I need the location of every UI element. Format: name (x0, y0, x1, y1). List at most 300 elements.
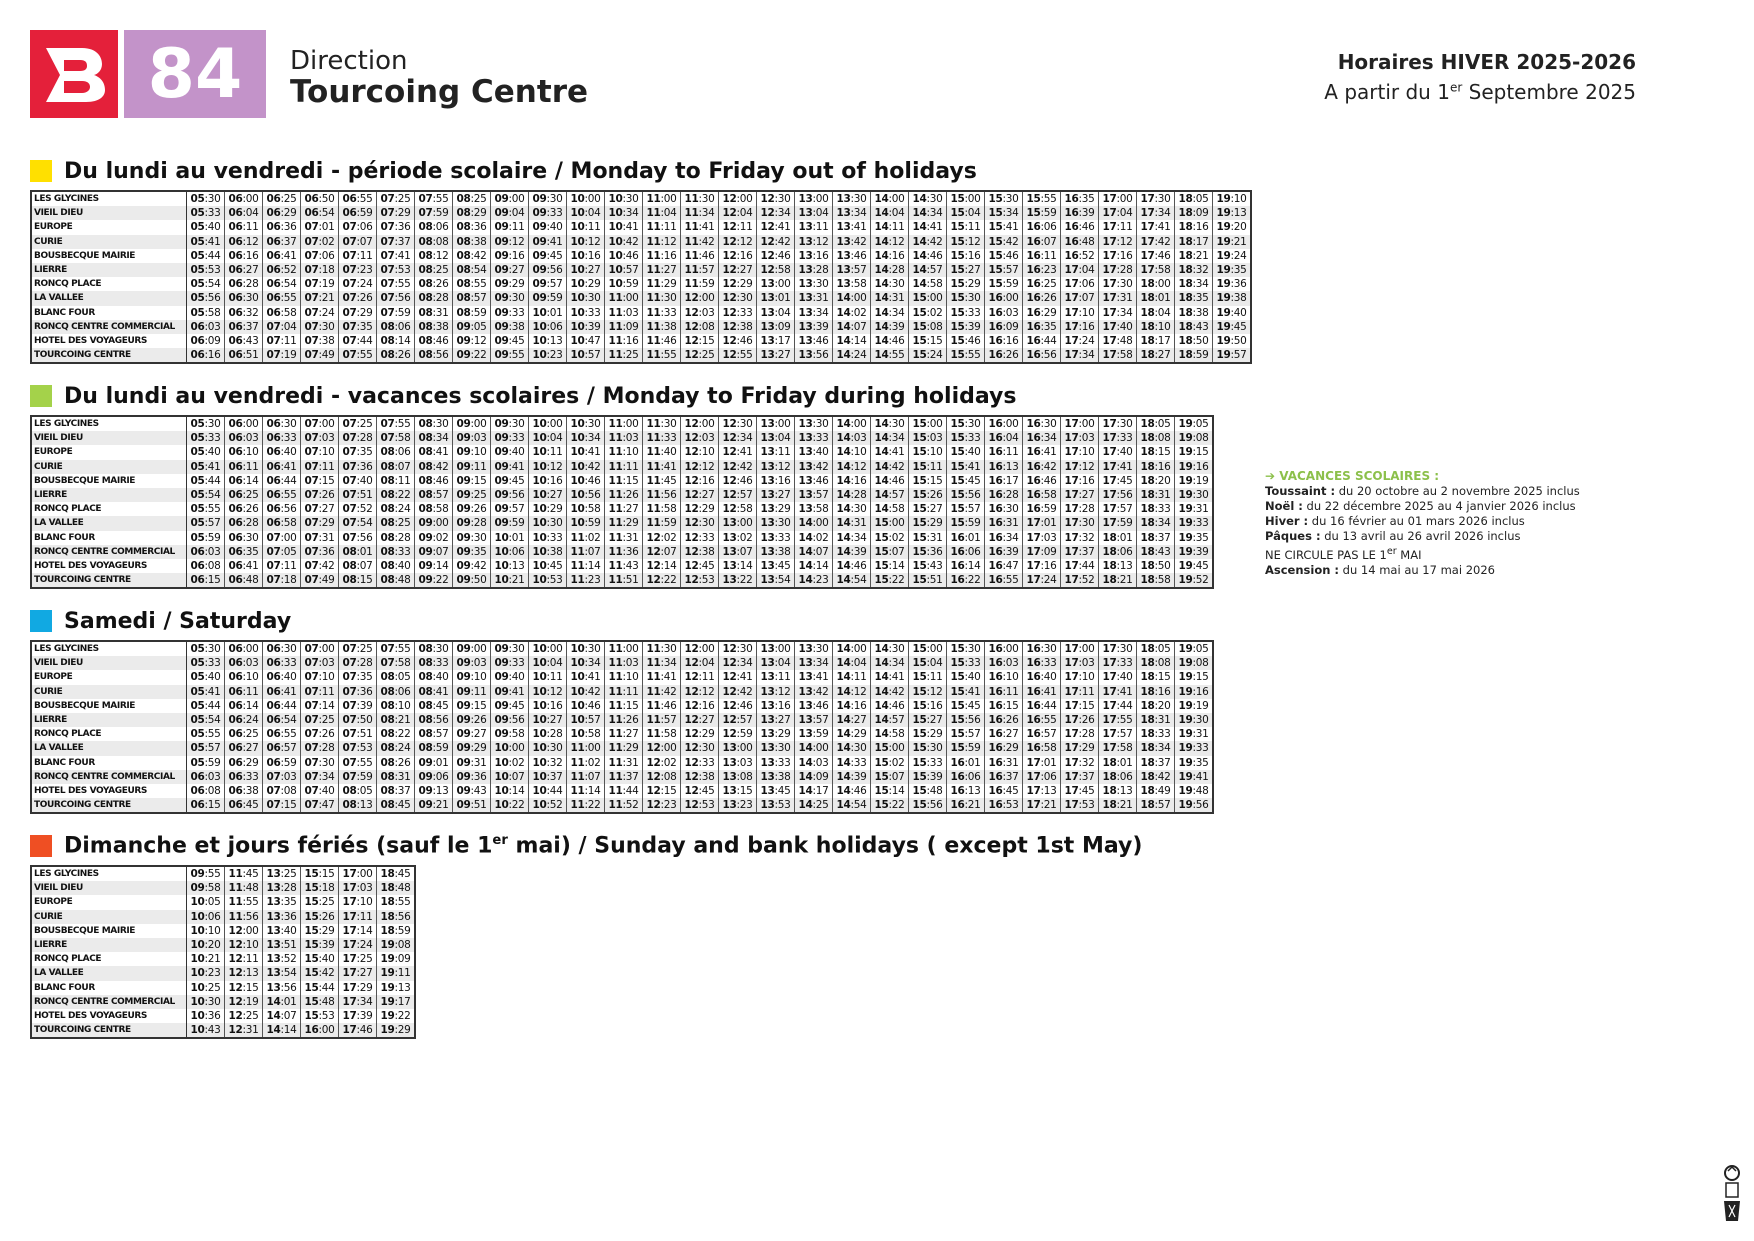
departure-time: 11:16 (605, 334, 643, 348)
departure-time: 14:41 (909, 220, 947, 234)
departure-time: 15:46 (985, 249, 1023, 263)
may-first-note (1265, 544, 1580, 563)
departure-time: 17:41 (1099, 460, 1137, 474)
departure-time: 17:11 (1061, 685, 1099, 699)
departure-time: 14:58 (871, 502, 909, 516)
departure-time: 08:59 (453, 306, 491, 320)
stop-name: BLANC FOUR (31, 981, 187, 995)
departure-time: 09:10 (453, 445, 491, 459)
stop-name: LES GLYCINES (31, 191, 187, 206)
departure-time: 13:41 (833, 220, 871, 234)
departure-time: 13:40 (795, 445, 833, 459)
departure-time: 12:53 (681, 573, 719, 588)
departure-time: 17:03 (1061, 656, 1099, 670)
departure-time: 17:06 (1061, 277, 1099, 291)
departure-time: 10:46 (567, 699, 605, 713)
departure-time: 19:41 (1175, 770, 1214, 784)
departure-time: 12:53 (681, 798, 719, 813)
departure-time: 16:29 (1023, 306, 1061, 320)
departure-time: 08:58 (415, 502, 453, 516)
departure-time: 07:36 (377, 220, 415, 234)
departure-time: 17:34 (1137, 206, 1175, 220)
departure-time: 11:30 (681, 191, 719, 206)
arrow-right-icon: ➔ (1265, 469, 1280, 483)
departure-time: 15:57 (947, 502, 985, 516)
departure-time: 13:56 (263, 981, 301, 995)
departure-time: 15:25 (301, 895, 339, 909)
departure-time: 14:12 (833, 685, 871, 699)
departure-time: 18:34 (1137, 741, 1175, 755)
departure-time: 11:51 (605, 573, 643, 588)
timetable (30, 190, 1252, 364)
departure-time: 11:59 (643, 516, 681, 530)
departure-time: 16:26 (985, 713, 1023, 727)
departure-time: 17:55 (1099, 713, 1137, 727)
stop-name: BLANC FOUR (31, 756, 187, 770)
departure-time: 11:31 (605, 531, 643, 545)
holiday-label: Hiver : (1265, 514, 1309, 528)
departure-time: 18:05 (1175, 191, 1213, 206)
departure-time: 09:29 (453, 741, 491, 755)
departure-time: 09:10 (453, 670, 491, 684)
departure-time: 14:46 (909, 249, 947, 263)
departure-time: 16:10 (985, 670, 1023, 684)
departure-time: 06:35 (225, 545, 263, 559)
stop-name: TOURCOING CENTRE (31, 348, 187, 363)
departure-time: 15:45 (947, 699, 985, 713)
departure-time: 08:26 (415, 277, 453, 291)
departure-time: 12:00 (643, 741, 681, 755)
departure-time: 07:00 (301, 641, 339, 656)
departure-time: 12:27 (681, 713, 719, 727)
departure-time: 16:00 (985, 641, 1023, 656)
departure-time: 10:00 (529, 416, 567, 431)
valid-from-prefix: A partir du 1 (1324, 80, 1450, 104)
departure-time: 16:11 (985, 445, 1023, 459)
departure-time: 19:39 (1175, 545, 1214, 559)
section-title: Du lundi au vendredi - période scolaire / Monday to Friday out of holidays (64, 158, 977, 184)
departure-time: 08:42 (453, 249, 491, 263)
departure-time: 06:03 (187, 320, 225, 334)
departure-time: 17:00 (1099, 191, 1137, 206)
stop-name: EUROPE (31, 445, 187, 459)
departure-time: 14:30 (871, 416, 909, 431)
departure-time: 17:58 (1099, 741, 1137, 755)
departure-time: 06:15 (187, 573, 225, 588)
departure-time: 11:41 (643, 460, 681, 474)
departure-time: 18:01 (1099, 531, 1137, 545)
departure-time: 05:41 (187, 235, 225, 249)
departure-time: 09:42 (453, 559, 491, 573)
may-note-suffix: MAI (1396, 547, 1422, 562)
departure-time: 19:19 (1175, 474, 1214, 488)
departure-time: 16:25 (1023, 277, 1061, 291)
departure-time: 10:21 (491, 573, 529, 588)
departure-time: 18:16 (1137, 460, 1175, 474)
departure-time: 14:55 (871, 348, 909, 363)
departure-time: 17:32 (1061, 531, 1099, 545)
departure-time: 09:12 (453, 334, 491, 348)
departure-time: 05:57 (187, 516, 225, 530)
stop-name: HOTEL DES VOYAGEURS (31, 1009, 187, 1023)
departure-time: 07:11 (263, 334, 301, 348)
departure-time: 12:08 (681, 320, 719, 334)
departure-time: 13:58 (795, 502, 833, 516)
departure-time: 11:55 (643, 348, 681, 363)
departure-time: 15:22 (871, 573, 909, 588)
stop-name: LIERRE (31, 488, 187, 502)
stop-row (31, 474, 1213, 488)
departure-time: 16:13 (947, 784, 985, 798)
may-note-sup: er (1386, 546, 1397, 557)
departure-time: 07:59 (377, 306, 415, 320)
departure-time: 08:12 (415, 249, 453, 263)
departure-time: 09:15 (453, 474, 491, 488)
stop-row (31, 741, 1213, 755)
section-saturday (30, 608, 1214, 814)
departure-time: 07:36 (339, 460, 377, 474)
departure-time: 08:25 (453, 191, 491, 206)
departure-time: 18:33 (1137, 727, 1175, 741)
departure-time: 13:12 (757, 685, 795, 699)
departure-time: 08:36 (453, 220, 491, 234)
stop-row (31, 220, 1251, 234)
departure-time: 18:57 (1137, 798, 1175, 813)
departure-time: 15:30 (947, 291, 985, 305)
stop-name: EUROPE (31, 220, 187, 234)
departure-time: 17:27 (339, 966, 377, 980)
departure-time: 13:11 (795, 220, 833, 234)
departure-time: 09:11 (453, 460, 491, 474)
departure-time: 13:30 (833, 191, 871, 206)
departure-time: 13:16 (757, 474, 795, 488)
departure-time: 17:28 (1061, 727, 1099, 741)
departure-time: 10:42 (567, 460, 605, 474)
holiday-item (1265, 529, 1580, 544)
departure-time: 16:17 (985, 474, 1023, 488)
departure-time: 07:15 (263, 798, 301, 813)
departure-time: 17:34 (1061, 348, 1099, 363)
stop-name: RONCQ PLACE (31, 277, 187, 291)
departure-time: 08:55 (453, 277, 491, 291)
departure-time: 08:26 (377, 348, 415, 363)
departure-time: 10:22 (491, 798, 529, 813)
departure-time: 13:04 (757, 656, 795, 670)
departure-time: 10:33 (567, 306, 605, 320)
departure-time: 06:40 (263, 670, 301, 684)
departure-time: 07:55 (377, 277, 415, 291)
departure-time: 05:33 (187, 206, 225, 220)
stop-name: LES GLYCINES (31, 866, 187, 881)
departure-time: 15:15 (909, 334, 947, 348)
departure-time: 13:02 (719, 531, 757, 545)
departure-time: 07:35 (339, 445, 377, 459)
departure-time: 06:38 (225, 784, 263, 798)
departure-time: 13:42 (833, 235, 871, 249)
departure-time: 06:44 (263, 474, 301, 488)
departure-time: 10:32 (529, 756, 567, 770)
departure-time: 15:56 (909, 798, 947, 813)
departure-time: 08:10 (377, 699, 415, 713)
departure-time: 07:19 (301, 277, 339, 291)
departure-time: 11:16 (643, 249, 681, 263)
departure-time: 07:26 (301, 727, 339, 741)
departure-time: 08:31 (415, 306, 453, 320)
departure-time: 17:14 (339, 924, 377, 938)
departure-time: 19:08 (1175, 656, 1214, 670)
departure-time: 11:00 (605, 416, 643, 431)
departure-time: 12:13 (225, 966, 263, 980)
departure-time: 19:40 (1213, 306, 1252, 320)
departure-time: 15:59 (947, 741, 985, 755)
stop-name: RONCQ PLACE (31, 952, 187, 966)
stop-row (31, 249, 1251, 263)
departure-time: 08:05 (339, 784, 377, 798)
holiday-label: Noël : (1265, 499, 1303, 513)
departure-time: 06:54 (263, 277, 301, 291)
valid-from-suffix: Septembre 2025 (1462, 80, 1636, 104)
departure-time: 13:54 (757, 573, 795, 588)
departure-time: 07:01 (301, 220, 339, 234)
stop-row (31, 685, 1213, 699)
departure-time: 16:27 (985, 727, 1023, 741)
departure-time: 18:27 (1137, 348, 1175, 363)
departure-time: 15:00 (909, 291, 947, 305)
departure-time: 12:12 (719, 235, 757, 249)
departure-time: 18:37 (1137, 531, 1175, 545)
departure-time: 10:30 (605, 191, 643, 206)
departure-time: 17:28 (1099, 263, 1137, 277)
departure-time: 17:48 (1099, 334, 1137, 348)
departure-time: 10:38 (529, 545, 567, 559)
departure-time: 13:04 (757, 306, 795, 320)
departure-time: 13:33 (795, 431, 833, 445)
departure-time: 12:57 (719, 488, 757, 502)
departure-time: 11:29 (605, 516, 643, 530)
departure-time: 06:09 (187, 334, 225, 348)
departure-time: 10:59 (605, 277, 643, 291)
stop-name: VIEIL DIEU (31, 431, 187, 445)
departure-time: 13:03 (719, 756, 757, 770)
departure-time: 16:57 (1023, 727, 1061, 741)
departure-time: 12:16 (681, 474, 719, 488)
departure-time: 12:29 (681, 502, 719, 516)
departure-time: 10:23 (187, 966, 225, 980)
departure-time: 07:29 (339, 306, 377, 320)
departure-time: 07:25 (301, 713, 339, 727)
departure-time: 17:58 (1099, 348, 1137, 363)
departure-time: 18:34 (1175, 277, 1213, 291)
departure-time: 08:54 (453, 263, 491, 277)
departure-time: 13:11 (757, 445, 795, 459)
departure-time: 10:58 (567, 727, 605, 741)
departure-time: 14:39 (833, 770, 871, 784)
departure-time: 10:16 (529, 699, 567, 713)
departure-time: 07:29 (377, 206, 415, 220)
departure-time: 16:37 (985, 770, 1023, 784)
departure-time: 16:35 (1023, 320, 1061, 334)
departure-time: 11:09 (605, 320, 643, 334)
departure-time: 07:50 (339, 713, 377, 727)
departure-time: 07:49 (301, 573, 339, 588)
departure-time: 18:50 (1137, 559, 1175, 573)
departure-time: 14:30 (871, 641, 909, 656)
departure-time: 08:28 (415, 291, 453, 305)
departure-time: 06:25 (263, 191, 301, 206)
departure-time: 13:42 (795, 460, 833, 474)
departure-time: 09:59 (491, 516, 529, 530)
departure-time: 08:05 (377, 670, 415, 684)
departure-time: 09:36 (453, 770, 491, 784)
departure-time: 12:03 (681, 431, 719, 445)
departure-time: 11:43 (605, 559, 643, 573)
departure-time: 16:39 (1061, 206, 1099, 220)
departure-time: 17:44 (1061, 559, 1099, 573)
departure-time: 09:41 (491, 460, 529, 474)
departure-time: 12:27 (719, 263, 757, 277)
holiday-dates: du 22 décembre 2025 au 4 janvier 2026 inclus (1302, 499, 1576, 513)
departure-time: 08:33 (415, 656, 453, 670)
departure-time: 11:12 (643, 235, 681, 249)
departure-time: 06:30 (225, 531, 263, 545)
departure-time: 17:34 (339, 995, 377, 1009)
departure-time: 11:11 (605, 685, 643, 699)
departure-time: 09:00 (453, 641, 491, 656)
departure-time: 16:14 (947, 559, 985, 573)
departure-time: 17:03 (1061, 431, 1099, 445)
holiday-dates: du 13 avril au 26 avril 2026 inclus (1320, 529, 1521, 543)
departure-time: 12:30 (719, 641, 757, 656)
departure-time: 09:30 (491, 641, 529, 656)
departure-time: 06:33 (225, 770, 263, 784)
departure-time: 07:47 (301, 798, 339, 813)
departure-time: 07:53 (339, 741, 377, 755)
departure-time: 15:29 (909, 516, 947, 530)
departure-time: 16:03 (985, 656, 1023, 670)
departure-time: 09:26 (453, 502, 491, 516)
departure-time: 17:42 (1137, 235, 1175, 249)
departure-time: 17:04 (1099, 206, 1137, 220)
departure-time: 11:11 (643, 220, 681, 234)
departure-time: 07:41 (377, 249, 415, 263)
departure-time: 10:30 (567, 416, 605, 431)
departure-time: 07:25 (377, 191, 415, 206)
departure-time: 18:48 (377, 881, 416, 895)
departure-time: 13:34 (795, 656, 833, 670)
departure-time: 16:16 (985, 334, 1023, 348)
departure-time: 13:56 (795, 348, 833, 363)
stop-row (31, 670, 1213, 684)
stop-row (31, 1009, 415, 1023)
departure-time: 12:03 (681, 306, 719, 320)
departure-time: 15:08 (909, 320, 947, 334)
departure-time: 13:07 (719, 545, 757, 559)
departure-time: 16:07 (1023, 235, 1061, 249)
departure-time: 16:06 (1023, 220, 1061, 234)
departure-time: 12:30 (681, 741, 719, 755)
departure-time: 12:46 (719, 334, 757, 348)
departure-time: 13:46 (795, 474, 833, 488)
departure-time: 08:13 (339, 798, 377, 813)
departure-time: 06:55 (263, 727, 301, 741)
departure-time: 13:52 (263, 952, 301, 966)
departure-time: 18:17 (1137, 334, 1175, 348)
stop-name: EUROPE (31, 670, 187, 684)
departure-time: 08:24 (377, 741, 415, 755)
departure-time: 09:21 (415, 798, 453, 813)
departure-time: 12:30 (719, 416, 757, 431)
departure-time: 16:48 (1061, 235, 1099, 249)
departure-time: 15:00 (947, 191, 985, 206)
departure-time: 09:22 (415, 573, 453, 588)
departure-time: 10:57 (567, 713, 605, 727)
departure-time: 07:00 (263, 531, 301, 545)
departure-time: 07:21 (301, 291, 339, 305)
departure-time: 15:10 (909, 445, 947, 459)
departure-time: 07:03 (301, 431, 339, 445)
departure-time: 09:45 (491, 474, 529, 488)
departure-time: 18:08 (1137, 431, 1175, 445)
departure-time: 18:38 (1175, 306, 1213, 320)
stop-row (31, 334, 1251, 348)
departure-time: 06:33 (263, 656, 301, 670)
departure-time: 10:36 (187, 1009, 225, 1023)
departure-time: 06:11 (225, 460, 263, 474)
section-holiday-period (30, 383, 1214, 589)
departure-time: 16:22 (947, 573, 985, 588)
departure-time: 05:30 (187, 416, 225, 431)
departure-time: 09:40 (491, 670, 529, 684)
departure-time: 13:16 (795, 249, 833, 263)
departure-time: 08:48 (377, 573, 415, 588)
departure-time: 10:13 (529, 334, 567, 348)
departure-time: 10:02 (491, 756, 529, 770)
departure-time: 14:39 (833, 545, 871, 559)
departure-time: 11:56 (225, 910, 263, 924)
departure-time: 09:03 (453, 431, 491, 445)
departure-time: 14:54 (833, 573, 871, 588)
departure-time: 15:46 (947, 334, 985, 348)
departure-time: 08:06 (415, 220, 453, 234)
departure-time: 09:50 (453, 573, 491, 588)
departure-time: 15:57 (985, 263, 1023, 277)
departure-time: 15:30 (947, 416, 985, 431)
holiday-label: Ascension : (1265, 562, 1340, 577)
stop-name: BOUSBECQUE MAIRIE (31, 474, 187, 488)
stop-name: TOURCOING CENTRE (31, 573, 187, 588)
departure-time: 18:43 (1137, 545, 1175, 559)
departure-time: 09:16 (491, 249, 529, 263)
departure-time: 13:22 (719, 573, 757, 588)
departure-time: 07:53 (377, 263, 415, 277)
departure-time: 17:41 (1099, 685, 1137, 699)
departure-time: 19:29 (377, 1023, 416, 1038)
departure-time: 10:30 (529, 741, 567, 755)
departure-time: 18:16 (1137, 685, 1175, 699)
departure-time: 13:25 (263, 866, 301, 881)
departure-time: 11:30 (643, 291, 681, 305)
departure-time: 06:27 (225, 263, 263, 277)
departure-time: 06:10 (225, 445, 263, 459)
departure-time: 09:06 (415, 770, 453, 784)
departure-time: 12:04 (681, 656, 719, 670)
holiday-dates: du 14 mai au 17 mai 2026 (1339, 562, 1495, 577)
departure-time: 19:45 (1175, 559, 1214, 573)
departure-time: 08:25 (415, 263, 453, 277)
departure-time: 16:39 (985, 545, 1023, 559)
departure-time: 11:38 (643, 320, 681, 334)
departure-time: 15:51 (909, 573, 947, 588)
